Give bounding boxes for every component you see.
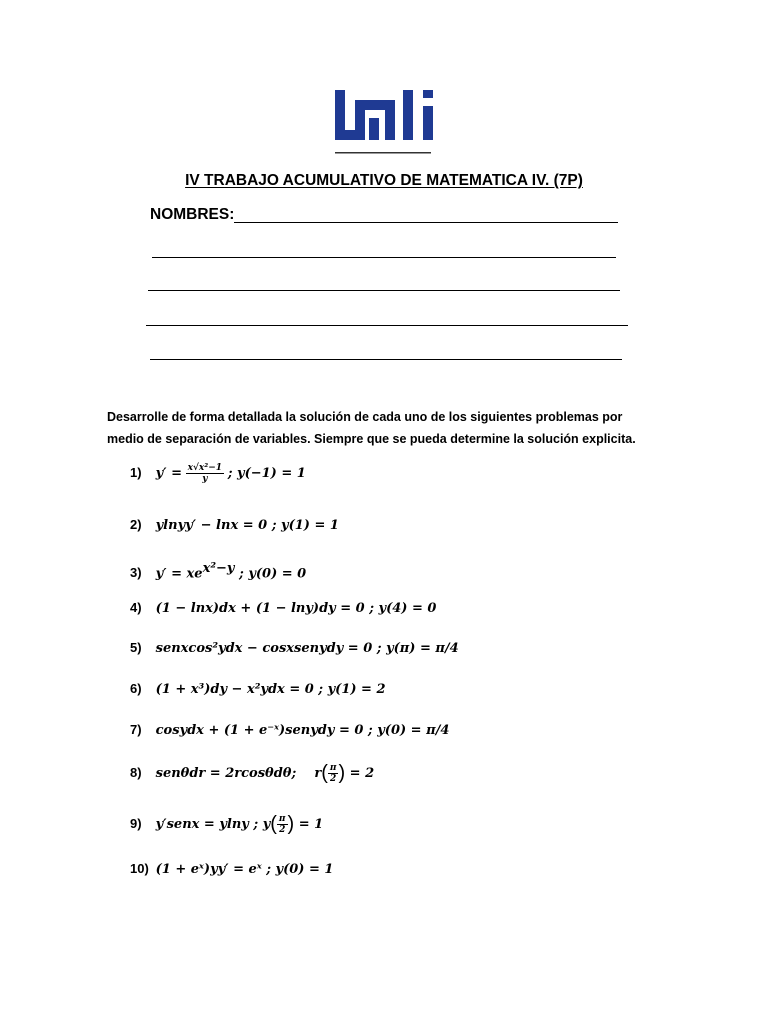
instructions-line-2: medio de separación de variables. Siempre que se pueda determine la solución explicita. [107, 432, 636, 446]
problem-4: 4) (1 − lnx)dx + (1 − lny)dy = 0 ; y(4) = 0 [130, 600, 437, 616]
fraction: $\frac{\text{x√x²−1}}{y}$ [187, 463, 223, 484]
name-line-3 [148, 290, 620, 291]
name-line-5 [150, 359, 622, 360]
names-label: NOMBRES: [150, 206, 235, 223]
name-line-1 [234, 222, 618, 223]
name-line-4 [146, 325, 628, 326]
problem-9: 9) y′senx = ylny ; y( $\frac{\pi}{2}$ ) = 1 [130, 813, 324, 835]
fraction: $\frac{\pi}{2}$ [278, 814, 286, 835]
name-line-2 [152, 257, 616, 258]
problem-2: 2) ylnyy′ − lnx = 0 ; y(1) = 1 [130, 517, 339, 533]
problem-3: 3) $y' = xe^{x^2-y}$ ; y(0) = 0 [130, 561, 307, 582]
problem-6: 6) (1 + x³)dy − x²ydx = 0 ; y(1) = 2 [130, 681, 386, 697]
problem-10: 10) (1 + eˣ)yy′ = eˣ ; y(0) = 1 [130, 861, 334, 877]
uni-logo [335, 90, 433, 156]
page-title: IV TRABAJO ACUMULATIVO DE MATEMATICA IV. (7P) [185, 172, 583, 189]
fraction: $\frac{\pi}{2}$ [329, 763, 337, 784]
instructions [107, 406, 667, 450]
problem-7: 7) cosydx + (1 + e⁻ˣ)senydy = 0 ; y(0) = π/4 [130, 722, 450, 738]
problem-5: 5) senxcos²ydx − cosxsenydy = 0 ; y(π) = π/4 [130, 640, 459, 656]
instructions-line-1: Desarrolle de forma detallada la solución de cada uno de los siguientes problemas por [107, 410, 623, 424]
problem-1: 1) y′ = $\frac{\text{x√x²−1}}{y}$ ; y(−1) = 1 [130, 463, 306, 484]
problem-8: 8) senθdr = 2rcosθdθ; r( $\frac{\pi}{2}$ ) = 2 [130, 762, 375, 784]
